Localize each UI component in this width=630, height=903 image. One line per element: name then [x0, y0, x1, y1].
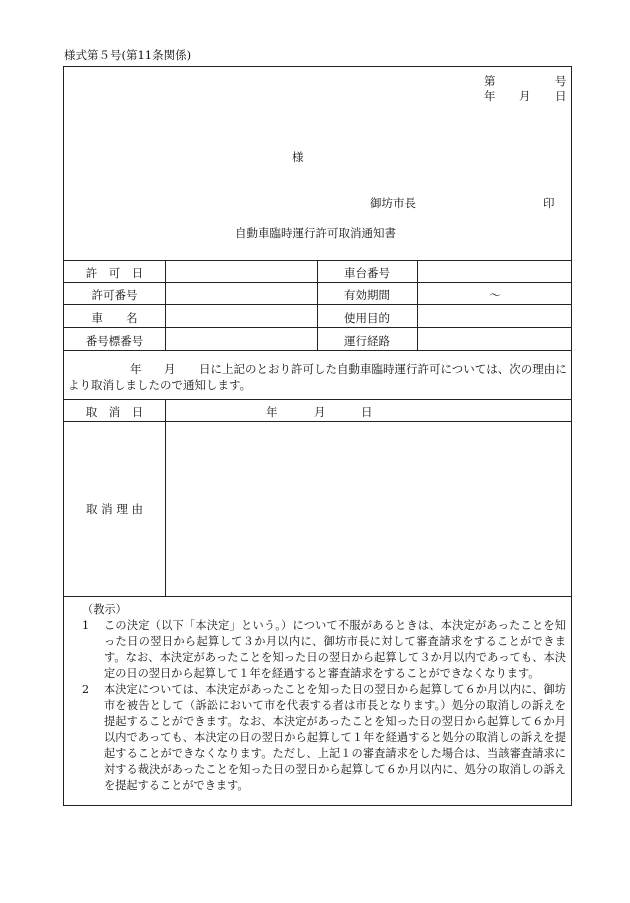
route-label: 運行経路: [344, 334, 390, 348]
cancellation-year-label: 年: [266, 405, 278, 419]
column-divider: [417, 260, 418, 350]
permit-number-label: 許可番号: [91, 288, 138, 302]
notice-text-line2: より取消しましたので通知します。: [68, 378, 252, 392]
chassis-number-label: 車台番号: [344, 266, 390, 280]
notice-text-line1: 日に上記のとおり許可した自動車臨時運行許可については、次の理由に: [199, 362, 567, 376]
validity-period-value: ～: [489, 288, 501, 302]
permit-date-label: 許 可 日: [85, 266, 144, 280]
cancellation-top-border: [64, 399, 571, 400]
cancellation-reason-label: 取 消 理 由: [86, 502, 143, 516]
instruction-item-text: 本決定については、本決定があったことを知った日の翌日から起算して６か月以内に、御坊市を被告として（訴訟において市を代表する者は市長となります。）処分の取消しの訴えを提起することができます。なお、本決定があったことを知った日の翌日から起算して６か月以内であっても、本決定の日の翌日から起算して１年を経過すると処分の取消しの訴えを提起することができなくなります。ただし、上記１の審査請求をした場合は、当該審査請求に対する裁決があったことを知った日の翌日から起算して６か月以内に、処分の取消しの訴えを提起することができます。: [104, 683, 566, 792]
column-divider: [165, 260, 166, 350]
instruction-item-text: この決定（以下「本決定」という。）について不服があるときは、本決定があったことを知った日の翌日から起算して３か月以内に、御坊市長に対して審査請求をすることができます。なお、本決定があったことを知った日の翌日から起算して３か月以内であっても、本決定の日の翌日から起算して１年を経過すると審査請求をすることができなくなります。: [104, 619, 566, 680]
purpose-label: 使用目的: [344, 311, 390, 325]
list-item: [82, 682, 566, 794]
cancellation-bottom-border: [64, 596, 571, 597]
notice-month-label: 月: [164, 362, 176, 376]
document-number-suffix: 号: [555, 74, 567, 88]
validity-period-label: 有効期間: [344, 288, 390, 302]
cancellation-month-label: 月: [314, 405, 326, 419]
issue-day-label: 日: [555, 89, 567, 103]
list-item: [82, 618, 566, 682]
plate-number-label: 番号標番号: [85, 334, 144, 348]
table-bottom-border: [64, 350, 571, 351]
addressee-suffix: 様: [292, 150, 304, 164]
row-divider: [64, 421, 571, 422]
appeal-instruction: [82, 602, 566, 794]
vehicle-name-label: 車 名: [91, 311, 138, 325]
cancellation-date-label: 取 消 日: [85, 405, 144, 419]
cancellation-day-label: 日: [361, 405, 373, 419]
issuer-name: 御坊市長: [370, 196, 416, 210]
column-divider: [165, 399, 166, 596]
instruction-item-number: 2: [82, 683, 90, 696]
instruction-item-number: 1: [82, 619, 90, 632]
seal-mark: 印: [543, 196, 555, 210]
notice-year-label: 年: [130, 362, 142, 376]
form-number-label: 様式第５号(第11条関係): [64, 48, 192, 62]
issue-year-label: 年: [484, 89, 496, 103]
document-title: 自動車臨時運行許可取消通知書: [235, 226, 396, 240]
issue-month-label: 月: [519, 89, 531, 103]
notice-form: [63, 66, 572, 806]
instruction-heading: （教示）: [82, 603, 127, 616]
document-number-prefix: 第: [484, 74, 496, 88]
